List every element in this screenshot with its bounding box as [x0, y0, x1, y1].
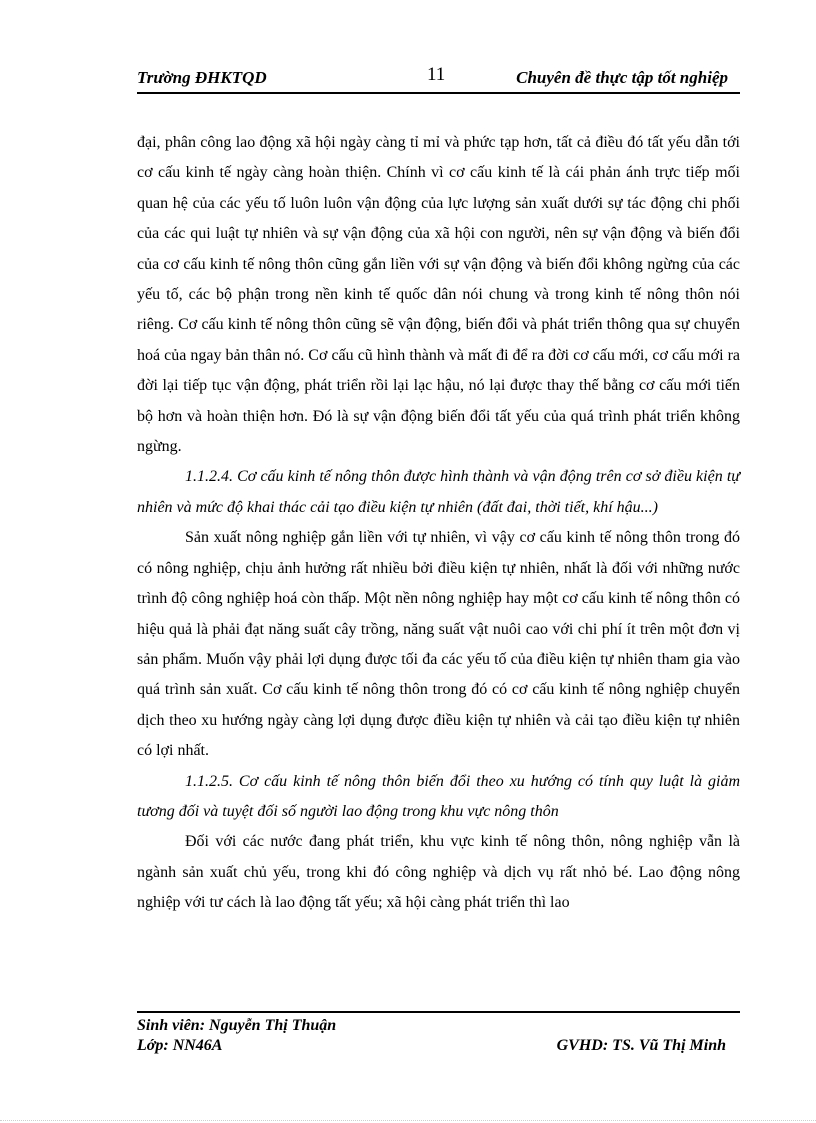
- main-content: [137, 128, 740, 919]
- section-heading-1-1-2-5: 1.1.2.5. Cơ cấu kinh tế nông thôn biến đổi theo xu hướng có tính quy luật là giảm tương đối và tuyệt đối số người lao động trong khu vực nông thôn: [137, 772, 740, 820]
- page-number: 11: [427, 64, 446, 85]
- advisor-name: GVHD: TS. Vũ Thị Minh: [556, 1037, 726, 1054]
- paragraph-3: Đối với các nước đang phát triển, khu vực kinh tế nông thôn, nông nghiệp vẫn là ngành sản xuất chủ yếu, trong khi đó công nghiệp và dịch vụ rất nhỏ bé. Lao động nông nghiệp với tư cách là lao động tất yếu; xã hội càng phát triển thì lao: [137, 833, 740, 912]
- paragraph-1: đại, phân công lao động xã hội ngày càng tỉ mỉ và phức tạp hơn, tất cả điều đó tất yếu dẫn tới cơ cấu kinh tế ngày càng hoàn thiện. Chính vì cơ cấu kinh tế là cái phản ánh trực tiếp mối quan hệ của các yếu tố luôn luôn vận động của lực lượng sản xuất dưới sự tác động chi phối của các qui luật tự nhiên và sự vận động của xã hội con người, nên sự vận động và biến đổi của cơ cấu kinh tế nông thôn cũng gắn liền với sự vận động và biến đổi không ngừng của các yếu tố, các bộ phận trong nền kinh tế quốc dân nói chung và trong kinh tế nông thôn nói riêng. Cơ cấu kinh tế nông thôn cũng sẽ vận động, biến đổi và phát triển thông qua sự chuyển hoá của ngay bản thân nó. Cơ cấu cũ hình thành và mất đi để ra đời cơ cấu mới, cơ cấu mới ra đời lại tiếp tục vận động, phát triển rồi lại lạc hậu, nó lại được thay thế bằng cơ cấu mới tiến bộ hơn và hoàn thiện hơn. Đó là sự vận động biến đổi tất yếu của quá trình phát triển không ngừng.: [137, 134, 740, 456]
- page-edge-divider: [0, 1120, 816, 1121]
- paragraph-2: Sản xuất nông nghiệp gắn liền với tự nhiên, vì vậy cơ cấu kinh tế nông thôn trong đó có nông nghiệp, chịu ảnh hưởng rất nhiều bởi điều kiện tự nhiên, nhất là đối với những nước trình độ công nghiệp hoá còn thấp. Một nền nông nghiệp hay một cơ cấu kinh tế nông thôn có hiệu quả là phải đạt năng suất cây trồng, năng suất vật nuôi cao với chi phí ít trên một đơn vị sản phẩm. Muốn vậy phải lợi dụng được tối đa các yếu tố của điều kiện tự nhiên tham gia vào quá trình sản xuất. Cơ cấu kinh tế nông thôn trong đó có cơ cấu kinh tế nông nghiệp chuyển dịch theo xu hướng ngày càng lợi dụng được điều kiện tự nhiên và cải tạo điều kiện tự nhiên có lợi nhất.: [137, 529, 740, 760]
- section-heading-1-1-2-4: 1.1.2.4. Cơ cấu kinh tế nông thôn được hình thành và vận động trên cơ sở điều kiện tự nhiên và mức độ khai thác cải tạo điều kiện tự nhiên (đất đai, thời tiết, khí hậu...): [137, 468, 740, 516]
- student-name: Sinh viên: Nguyễn Thị Thuận: [137, 1017, 337, 1034]
- class-name: Lớp: NN46A: [137, 1037, 223, 1054]
- school-name: Trường ĐHKTQD: [137, 68, 267, 87]
- page-header: [137, 62, 740, 94]
- document-type: Chuyên đề thực tập tốt nghiệp: [516, 68, 728, 87]
- page-footer: [137, 1011, 740, 1063]
